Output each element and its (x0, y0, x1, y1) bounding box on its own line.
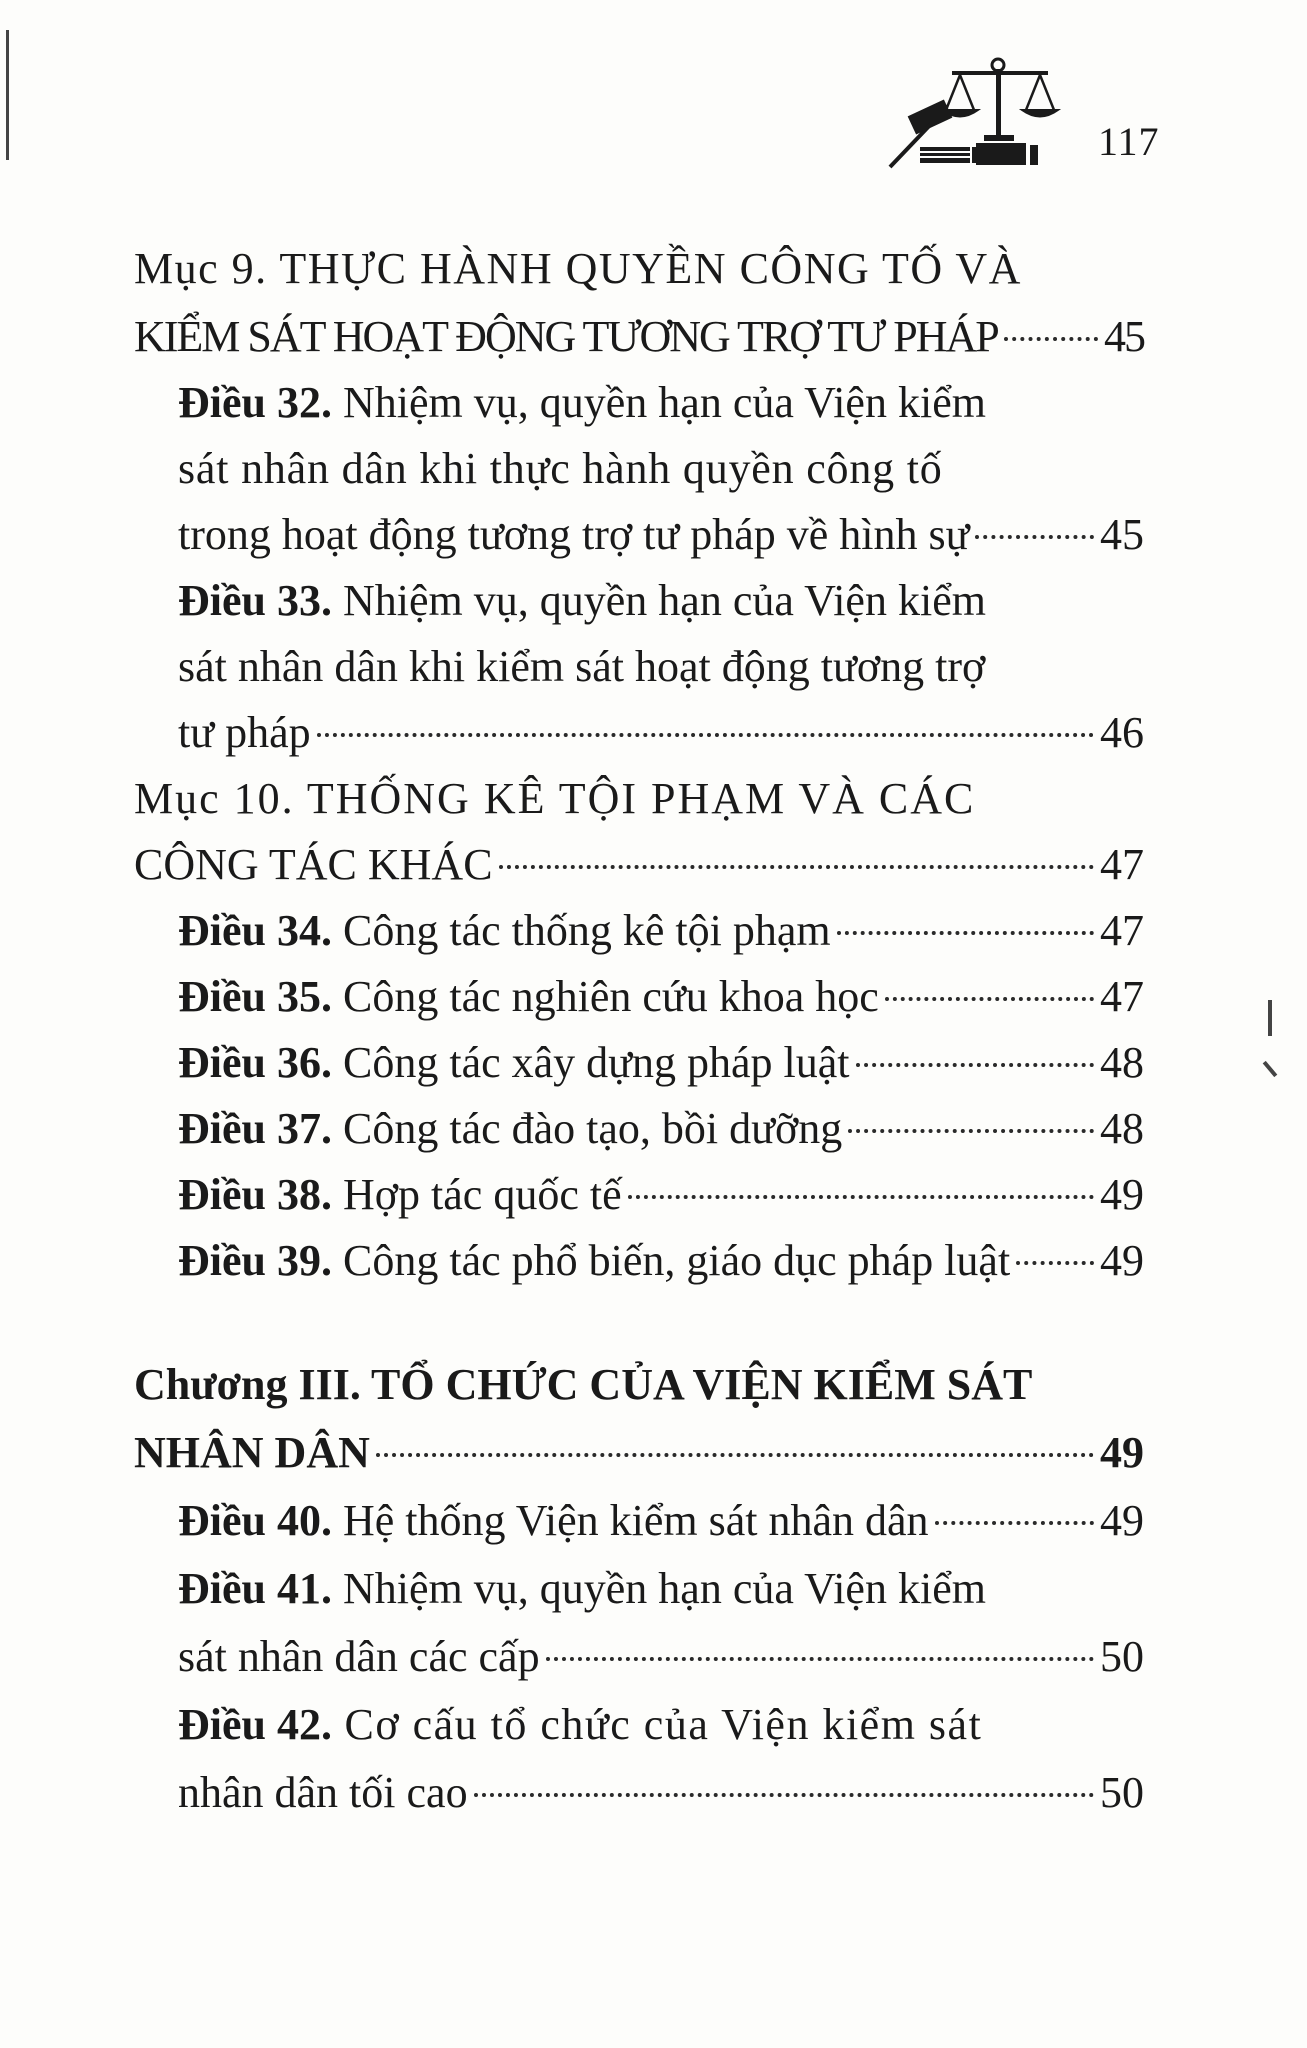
toc-entry-text: trong hoạt động tương trợ tư pháp về hình sự (178, 510, 970, 559)
toc-page-number: 50 (1100, 1768, 1144, 1817)
toc-article-32[interactable] (178, 502, 1144, 568)
toc-article-38[interactable] (178, 1162, 1144, 1228)
article-label: Điều 33. (178, 576, 332, 625)
toc-page-number: 48 (1100, 1038, 1144, 1087)
page-edge-mark-right (1268, 1000, 1272, 1036)
toc-page-number: 48 (1100, 1104, 1144, 1153)
toc-article-35[interactable] (178, 964, 1144, 1030)
toc-page-number: 45 (1100, 510, 1144, 559)
toc-leader-dots (935, 1521, 1094, 1525)
article-label: Điều 36. (178, 1038, 332, 1087)
toc-entry-text: Công tác nghiên cứu khoa học (332, 972, 879, 1021)
toc-page-number: 49 (1100, 1170, 1144, 1219)
toc-section-muc10[interactable] (134, 832, 1144, 898)
toc-leader-dots (628, 1195, 1094, 1199)
toc-entry-text: Hệ thống Viện kiểm sát nhân dân (332, 1496, 929, 1545)
toc-leader-dots (975, 535, 1094, 539)
article-label: Điều 38. (178, 1170, 332, 1219)
toc-article-33-line2: sát nhân dân khi kiểm sát hoạt động tương trợ (178, 642, 986, 691)
toc-page-number: 47 (1100, 972, 1144, 1021)
toc-entry-text: Công tác xây dựng pháp luật (332, 1038, 850, 1087)
toc-entry-text: Hợp tác quốc tế (332, 1170, 622, 1219)
toc-article-33[interactable] (178, 700, 1144, 766)
toc-article-39[interactable] (178, 1228, 1144, 1294)
toc-article-42-line1: Điều 42. Cơ cấu tổ chức của Viện kiểm sát (178, 1692, 1144, 1758)
article-label: Điều 37. (178, 1104, 332, 1153)
toc-leader-dots (837, 931, 1094, 935)
toc-section-muc9-line1: Mục 9. THỰC HÀNH QUYỀN CÔNG TỐ VÀ (134, 244, 1022, 293)
toc-article-32-line1: Điều 32. Nhiệm vụ, quyền hạn của Viện kiểm (178, 370, 1144, 436)
toc-article-42[interactable] (178, 1760, 1144, 1826)
toc-page-number: 45 (1104, 312, 1144, 361)
toc-chapter-3[interactable] (134, 1420, 1144, 1486)
toc-article-37[interactable] (178, 1096, 1144, 1162)
toc-leader-dots (474, 1793, 1094, 1797)
toc-article-41-line1: Điều 41. Nhiệm vụ, quyền hạn của Viện kiểm (178, 1556, 1144, 1622)
toc-article-36[interactable] (178, 1030, 1144, 1096)
toc-leader-dots (317, 733, 1094, 737)
toc-page-number: 49 (1100, 1496, 1144, 1545)
toc-leader-dots (848, 1129, 1094, 1133)
article-label: Điều 32. (178, 378, 332, 427)
toc-entry-text: CÔNG TÁC KHÁC (134, 840, 493, 889)
toc-entry-text: nhân dân tối cao (178, 1768, 468, 1817)
article-label: Điều 35. (178, 972, 332, 1021)
toc-article-34[interactable] (178, 898, 1144, 964)
toc-article-33-line1: Điều 33. Nhiệm vụ, quyền hạn của Viện kiểm (178, 568, 1144, 634)
toc-section-muc9[interactable] (134, 304, 1144, 370)
toc-entry-text: NHÂN DÂN (134, 1428, 370, 1477)
toc-page-number: 47 (1100, 906, 1144, 955)
toc-article-32-line2: sát nhân dân khi thực hành quyền công tố (178, 444, 943, 493)
toc-article-40[interactable] (178, 1488, 1144, 1554)
toc-page-number: 49 (1100, 1428, 1144, 1477)
toc-page-number: 49 (1100, 1236, 1144, 1285)
toc-page-number: 46 (1100, 708, 1144, 757)
toc-leader-dots (1004, 337, 1098, 341)
toc-leader-dots (499, 865, 1094, 869)
article-label: Điều 34. (178, 906, 332, 955)
toc-article-41[interactable] (178, 1624, 1144, 1690)
toc-entry-text: Công tác thống kê tội phạm (332, 906, 831, 955)
toc-page-number: 47 (1100, 840, 1144, 889)
article-label: Điều 40. (178, 1496, 332, 1545)
article-label: Điều 41. (178, 1564, 332, 1613)
toc-leader-dots (885, 997, 1094, 1001)
page-number: 117 (1098, 119, 1160, 164)
toc-entry-text: KIỂM SÁT HOẠT ĐỘNG TƯƠNG TRỢ TƯ PHÁP (134, 312, 998, 361)
toc-entry-text: tư pháp (178, 708, 311, 757)
toc-entry-text: sát nhân dân các cấp (178, 1632, 540, 1681)
toc-leader-dots (376, 1453, 1094, 1457)
toc-leader-dots (1016, 1261, 1094, 1265)
toc-section-muc10-line1: Mục 10. THỐNG KÊ TỘI PHẠM VÀ CÁC (134, 774, 976, 823)
toc-chapter-3-line1: Chương III. TỔ CHỨC CỦA VIỆN KIỂM SÁT (134, 1360, 1033, 1409)
article-label: Điều 42. (178, 1700, 332, 1749)
toc-entry-text: Công tác phổ biến, giáo dục pháp luật (332, 1236, 1011, 1285)
toc-entry-text: Công tác đào tạo, bồi dưỡng (332, 1104, 843, 1153)
toc-leader-dots (856, 1063, 1094, 1067)
article-label: Điều 39. (178, 1236, 332, 1285)
toc-leader-dots (546, 1657, 1094, 1661)
toc-page-number: 50 (1100, 1632, 1144, 1681)
